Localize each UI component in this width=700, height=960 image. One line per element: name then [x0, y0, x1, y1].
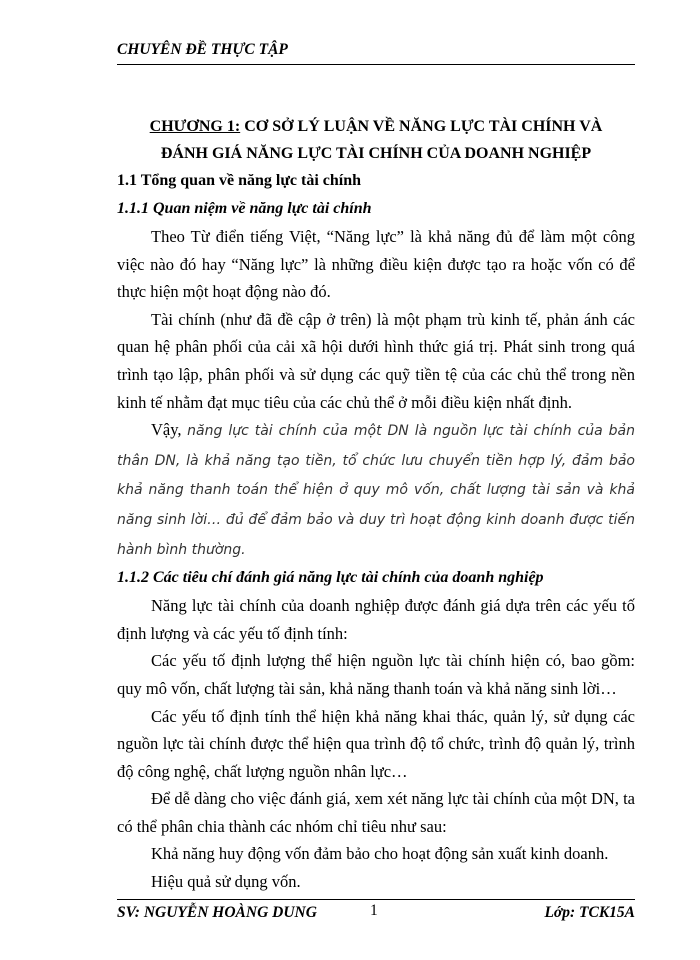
document-body [117, 113, 635, 896]
paragraph-8: Khả năng huy động vốn đảm bảo cho hoạt động sản xuất kinh doanh. [151, 844, 609, 864]
paragraph-2: Tài chính (như đã đề cập ở trên) là một phạm trù kinh tế, phản ánh các quan hệ phân phối của cải xã hội dưới hình thức giá trị. Phát sinh trong quá trình tạo lập, phân phối và sử dụng các quỹ tiền tệ của các chủ thể trong nền kinh tế nhằm đạt mục tiêu của các chủ thể ở mỗi điều kiện nhất định. [117, 309, 635, 412]
paragraph-3-definition: năng lực tài chính của một DN là nguồn lực tài chính của bản thân DN, là khả năng tạo tiền, tổ chức lưu chuyển tiền hợp lý, đảm bảo khả năng thanh toán thể hiện ở quy mô vốn, chất lượng tài sản và khả năng sinh lời… đủ để đảm bảo và duy trì hoạt động kinh doanh được tiến hành bình thường. [117, 423, 636, 558]
page-number: 1 [370, 902, 378, 919]
paragraph-7: Để dễ dàng cho việc đánh giá, xem xét năng lực tài chính của một DN, ta có thể phân chia thành các nhóm chỉ tiêu như sau: [117, 789, 635, 836]
section-heading-1-1: 1.1 Tổng quan về năng lực tài chính [117, 172, 362, 189]
subsection-heading-1-1-2: 1.1.2 Các tiêu chí đánh giá năng lực tài chính của doanh nghiệp [117, 569, 544, 587]
chapter-title-text: CƠ SỞ LÝ LUẬN VỀ NĂNG LỰC TÀI CHÍNH VÀ [240, 118, 603, 135]
paragraph-6: Các yếu tố định tính thể hiện khả năng khai thác, quản lý, sử dụng các nguồn lực tài chính được thể hiện qua trình độ tổ chức, trình độ quản lý, trình độ công nghệ, chất lượng nguồn nhân lực… [117, 706, 635, 781]
paragraph-5: Các yếu tố định lượng thể hiện nguồn lực tài chính hiện có, bao gồm: quy mô vốn, chất lượng tài sản, khả năng thanh toán và khả năng sinh lời… [117, 651, 635, 698]
footer-class: Lớp: TCK15A [544, 904, 635, 921]
paragraph-1: Theo Từ điển tiếng Việt, “Năng lực” là khả năng đủ để làm một công việc nào đó hay “Năng lực” là những điều kiện được tạo ra hoặc vốn có để thực hiện một hoạt động nào đó. [117, 227, 635, 302]
page-footer [117, 902, 635, 924]
paragraph-4: Năng lực tài chính của doanh nghiệp được đánh giá dựa trên các yếu tố định lượng và các yếu tố định tính: [117, 596, 635, 643]
subsection-heading-1-1-1: 1.1.1 Quan niệm về năng lực tài chính [117, 200, 372, 217]
chapter-title-line-1 [117, 113, 635, 140]
header-divider [117, 64, 635, 65]
paragraph-3 [117, 416, 635, 564]
paragraph-3-lead: Vậy, [151, 420, 188, 440]
paragraph-9: Hiệu quả sử dụng vốn. [151, 872, 301, 892]
chapter-label: CHƯƠNG 1: [149, 118, 241, 135]
chapter-title-line-2: ĐÁNH GIÁ NĂNG LỰC TÀI CHÍNH CỦA DOANH NGHIỆP [160, 145, 592, 162]
page-header: CHUYÊN ĐỀ THỰC TẬP [117, 41, 288, 58]
footer-student-name: SV: NGUYỄN HOÀNG DUNG [117, 904, 317, 921]
